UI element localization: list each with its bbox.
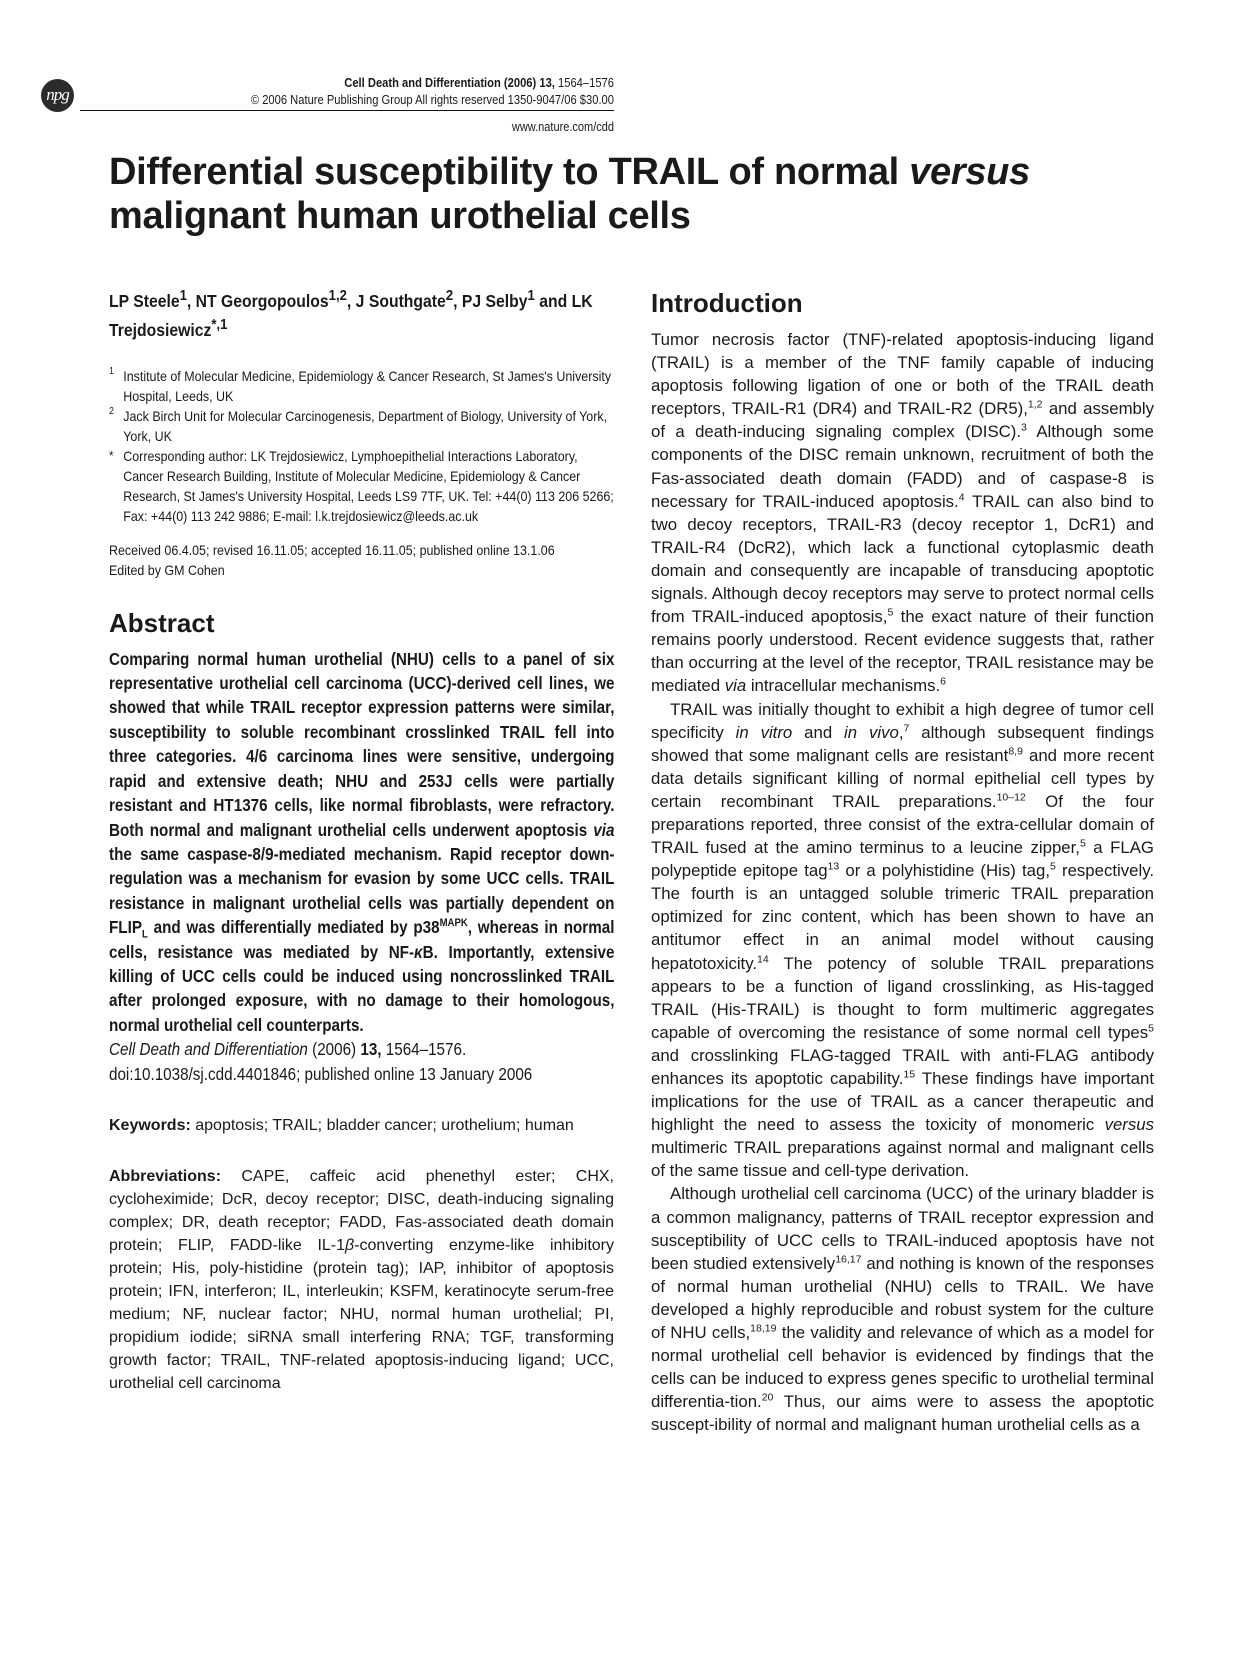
text-segment: and more recent data details significant killing of normal epithelial cell types by certain recombinant TRAIL preparations.: [651, 745, 1155, 811]
copyright-line: © 2006 Nature Publishing Group All rights reserved 1350-9047/06 $30.00: [250, 92, 614, 107]
citation-year: (2006): [307, 1039, 361, 1060]
affiliation-text: Institute of Molecular Medicine, Epidemiology & Cancer Research, St James's University Hospital, Leeds, UK: [123, 367, 612, 404]
text-segment: Tumor necrosis factor (TNF)-related apoptosis-inducing ligand (TRAIL) is a member of the TNF family capable of inducing apoptosis following ligation of one or both of the TRAIL death receptors, TRAIL-R1 (DR4) and TRAIL-R2 (DR5),: [651, 330, 1154, 419]
received-dates: Received 06.4.05; revised 16.11.05; accepted 16.11.05; published online 13.1.06: [109, 541, 555, 558]
reference-mark: 1,2: [1027, 398, 1043, 411]
italic-term: via: [724, 676, 747, 696]
text-segment: and: [792, 722, 845, 742]
journal-name: Cell Death and Differentiation: [344, 75, 501, 90]
reference-mark: 5: [1049, 860, 1056, 873]
citation-volume: 13,: [360, 1039, 382, 1060]
text-segment: Of the four preparations reported, three consist of the extra-cellular domain of TRAIL fused at the amino terminus to a leucine zipper,: [651, 791, 1154, 858]
author-4: PJ Selby: [461, 290, 528, 311]
text-segment: Although urothelial cell carcinoma (UCC) of the urinary bladder is a common malignancy, patterns of TRAIL receptor expression and susceptibility of UCC cells to TRAIL-induced apoptosis have not been studied extensively: [651, 1184, 1154, 1273]
text-segment: and nothing is known of the responses of normal human urothelial (NHU) cells to TRAIL. We have developed a highly reproducible and robust system for the culture of NHU cells,: [651, 1253, 1154, 1343]
author-1: LP Steele: [109, 290, 180, 311]
text-segment: TRAIL was initially thought to exhibit a high degree of tumor cell specificity: [651, 699, 1154, 742]
corresponding-author: [109, 446, 615, 526]
title-part-2: malignant human urothelial cells: [109, 195, 691, 237]
italic-term: in vitro: [735, 722, 793, 742]
intro-paragraph-3: [651, 1182, 1154, 1436]
journal-citation-line: [165, 74, 614, 91]
reference-mark: 10–12: [996, 791, 1026, 804]
edited-by: Edited by GM Cohen: [109, 561, 225, 578]
citation-pages: 1564–1576.: [381, 1039, 467, 1060]
abbreviations-greek: β: [345, 1236, 355, 1254]
reference-mark: 5: [1148, 1022, 1154, 1035]
text-segment: TRAIL can also bind to two decoy receptors, TRAIL-R3 (decoy receptor 1, DcR1) and TRAIL-R4 (DcR2), which lack a functional cytoplasmic death domain and consequently are incapable of transducing apoptotic signals. Although decoy receptors may serve to protect normal cells from TRAIL-induced apoptosis,: [651, 491, 1154, 627]
reference-mark: 6: [940, 675, 946, 688]
affiliation-text: Jack Birch Unit for Molecular Carcinogenesis, Department of Biology, University of York, York, UK: [123, 407, 608, 444]
reference-mark: 15: [903, 1068, 916, 1081]
text-segment: The potency of soluble TRAIL preparations appears to be a function of ligand crosslinking, as His-tagged TRAIL (His-TRAIL) is thought to form multimeric aggregates capable of overcoming the resistance of some normal cell types: [651, 953, 1154, 1042]
reference-mark: 14: [757, 952, 769, 965]
title-italic: versus: [909, 151, 1030, 193]
reference-mark: 5: [887, 606, 894, 619]
text-segment: These findings have important implications for the use of TRAIL as a cancer therapeutic and highlight the need to assess the toxicity of monomeric: [651, 1069, 1154, 1135]
reference-mark: 18,19: [750, 1322, 777, 1335]
affiliation-1: [109, 366, 615, 406]
title-part-1: Differential susceptibility to TRAIL of normal: [109, 151, 910, 193]
author-list: [109, 284, 613, 342]
text-segment: multimeric TRAIL preparations against normal and malignant cells of the same tissue and cell-type derivation.: [651, 1138, 1154, 1181]
affiliation-mark: 1: [109, 365, 114, 377]
journal-volume: 13,: [539, 75, 555, 90]
author-5-affil: *,1: [211, 316, 228, 333]
abstract-segment: , whereas in normal cells, resistance was mediated by NF-: [109, 917, 615, 962]
introduction-body: [651, 328, 1154, 1437]
abstract-segment: B. Importantly, extensive killing of UCC cells could be induced using noncrosslinked TRAIL after prolonged exposure, with no damage to their homologous, normal urothelial cell counterparts.: [109, 941, 615, 1035]
author-2-affil: 1,2: [328, 288, 347, 304]
intro-paragraph-2: [651, 698, 1154, 1183]
citation-doi: doi:10.1038/sj.cdd.4401846; published online 13 January 2006: [109, 1063, 533, 1084]
text-segment: and assembly of a death-inducing signaling complex (DISC).: [651, 399, 1155, 442]
author-5: LK Trejdosiewicz: [109, 290, 593, 340]
affiliation-mark: *: [109, 447, 114, 463]
abstract-superscript: MAPK: [439, 917, 468, 930]
author-3: J Southgate: [355, 290, 446, 311]
abstract-citation: [109, 1037, 614, 1086]
author-4-affil: 1: [527, 288, 535, 304]
journal-header: [165, 74, 614, 108]
keywords-text: apoptosis; TRAIL; bladder cancer; urothelium; human: [190, 1116, 574, 1134]
affiliation-mark: 2: [109, 405, 114, 417]
affiliation-text: Corresponding author: LK Trejdosiewicz, Lymphoepithelial Interactions Laboratory, Cancer Research Building, Institute of Molecular Medicine, Epidemiology & Cancer Research, St James's University Hospital, Leeds LS9 7TF, UK. Tel: +44(0) 113 206 5266; Fax: +44(0) 113 242 9886; E-mail: l.k.trejdosiewicz@leeds.ac.uk: [123, 447, 614, 524]
reference-mark: 20: [761, 1391, 774, 1404]
abbreviations: [109, 1165, 614, 1395]
abstract-italic: via: [593, 819, 615, 840]
abbreviations-text: CAPE, caffeic acid phenethyl ester; CHX, cycloheximide; DcR, decoy receptor; DISC, death-inducing signaling complex; DR, death receptor; FADD, Fas-associated death domain protein; FLIP, FADD-like IL-1: [109, 1167, 614, 1254]
text-segment: Although some components of the DISC remain unknown, recruitment of both the Fas-associated death domain (FADD) and of caspase-8 is necessary for TRAIL-induced apoptosis.: [651, 422, 1154, 511]
author-separator: ,: [453, 290, 462, 311]
keywords: [109, 1114, 614, 1137]
reference-mark: 4: [958, 491, 965, 504]
text-segment: and crosslinking FLAG-tagged TRAIL with anti-FLAG antibody enhances its apoptotic capability.: [651, 1045, 1154, 1088]
text-segment: intracellular mechanisms.: [746, 676, 941, 696]
received-info: [109, 540, 615, 580]
reference-mark: 5: [1079, 837, 1086, 850]
author-1-affil: 1: [179, 288, 187, 304]
author-separator: ,: [186, 290, 196, 311]
author-separator: ,: [346, 290, 356, 311]
introduction-heading: Introduction: [651, 288, 803, 318]
reference-mark: 7: [903, 722, 910, 734]
affiliation-2: [109, 406, 615, 446]
italic-term: in vivo: [844, 722, 899, 742]
left-column: [109, 284, 614, 1395]
reference-mark: 3: [1021, 421, 1027, 434]
text-segment: or a polyhistidine (His) tag,: [839, 861, 1050, 881]
reference-mark: 16,17: [835, 1253, 862, 1266]
abstract-text: [109, 647, 614, 1038]
author-3-affil: 2: [445, 288, 454, 304]
text-segment: the exact nature of their function remains poorly understood. Recent evidence suggests that, rather than occurring at the level of the receptor, TRAIL resistance may be mediated: [651, 607, 1154, 696]
text-segment: a FLAG polypeptide epitope tag: [651, 838, 1154, 881]
journal-pages: 1564–1576: [558, 75, 614, 90]
journal-url-link[interactable]: www.nature.com/cdd: [511, 120, 614, 134]
article-title: [109, 150, 1169, 238]
abstract-segment: Comparing normal human urothelial (NHU) cells to a panel of six representative urothelial cell carcinoma (UCC)-derived cell lines, we showed that while TRAIL receptor expression patterns were similar, susceptibility to soluble recombinant crosslinked TRAIL fell into three categories. 4/6 carcinoma lines were sensitive, undergoing rapid and extensive death; NHU and 253J cells were partially resistant and HT1376 cells, like normal fibroblasts, were refractory. Both normal and malignant urothelial cells underwent apoptosis: [109, 648, 615, 840]
author-separator: and: [534, 290, 572, 311]
publisher-logo: npg: [41, 79, 74, 112]
reference-mark: 13: [827, 860, 840, 873]
header-rule: [80, 110, 614, 111]
reference-mark: 8,9: [1008, 745, 1023, 758]
citation-journal: Cell Death and Differentiation: [109, 1039, 308, 1060]
affiliations: [109, 366, 615, 526]
journal-year: (2006): [503, 75, 537, 90]
text-segment: respectively. The fourth is an untagged soluble trimeric TRAIL preparation optimized for zinc content, which has been shown to have an antitumor effect in an animal model without causing hepatotoxicity.: [651, 861, 1154, 973]
keywords-label: Keywords:: [109, 1116, 191, 1134]
right-column: [651, 284, 1154, 1437]
italic-term: versus: [1104, 1115, 1154, 1135]
abbreviations-label: Abbreviations:: [109, 1167, 222, 1185]
text-segment: ,: [898, 722, 904, 742]
abbreviations-text: -converting enzyme-like inhibitory protein; His, poly-histidine (protein tag); IAP, inhibitor of apoptosis protein; IFN, interferon; IL, interleukin; KSFM, keratinocyte serum-free medium; NF, nuclear factor; NHU, normal human urothelial; PI, propidium iodide; siRNA small interfering RNA; TGF, transforming growth factor; TRAIL, TNF-related apoptosis-inducing ligand; UCC, urothelial cell carcinoma: [109, 1236, 615, 1392]
text-segment: Thus, our aims were to assess the apoptotic suscept-ibility of normal and malignant human urothelial cells as a: [651, 1392, 1154, 1435]
author-2: NT Georgopoulos: [195, 290, 329, 311]
abstract-heading: Abstract: [109, 607, 215, 638]
abstract-subscript: L: [141, 928, 148, 941]
abstract-segment: the same caspase-8/9-mediated mechanism. Rapid receptor down-regulation was a mechanism for evasion by some UCC cells. TRAIL resistance in malignant urothelial cells was partially dependent on FLIP: [109, 843, 615, 938]
intro-paragraph-1: [651, 328, 1154, 698]
abstract-segment: and was differentially mediated by p38: [147, 917, 440, 938]
abstract-greek: κ: [414, 941, 423, 962]
text-segment: although subsequent findings showed that some malignant cells are resistant: [651, 722, 1155, 765]
text-segment: the validity and relevance of which as a model for normal urothelial cell behavior is evidenced by findings that the cells can be induced to express genes specific to urothelial terminal differentia-tion.: [651, 1323, 1154, 1412]
